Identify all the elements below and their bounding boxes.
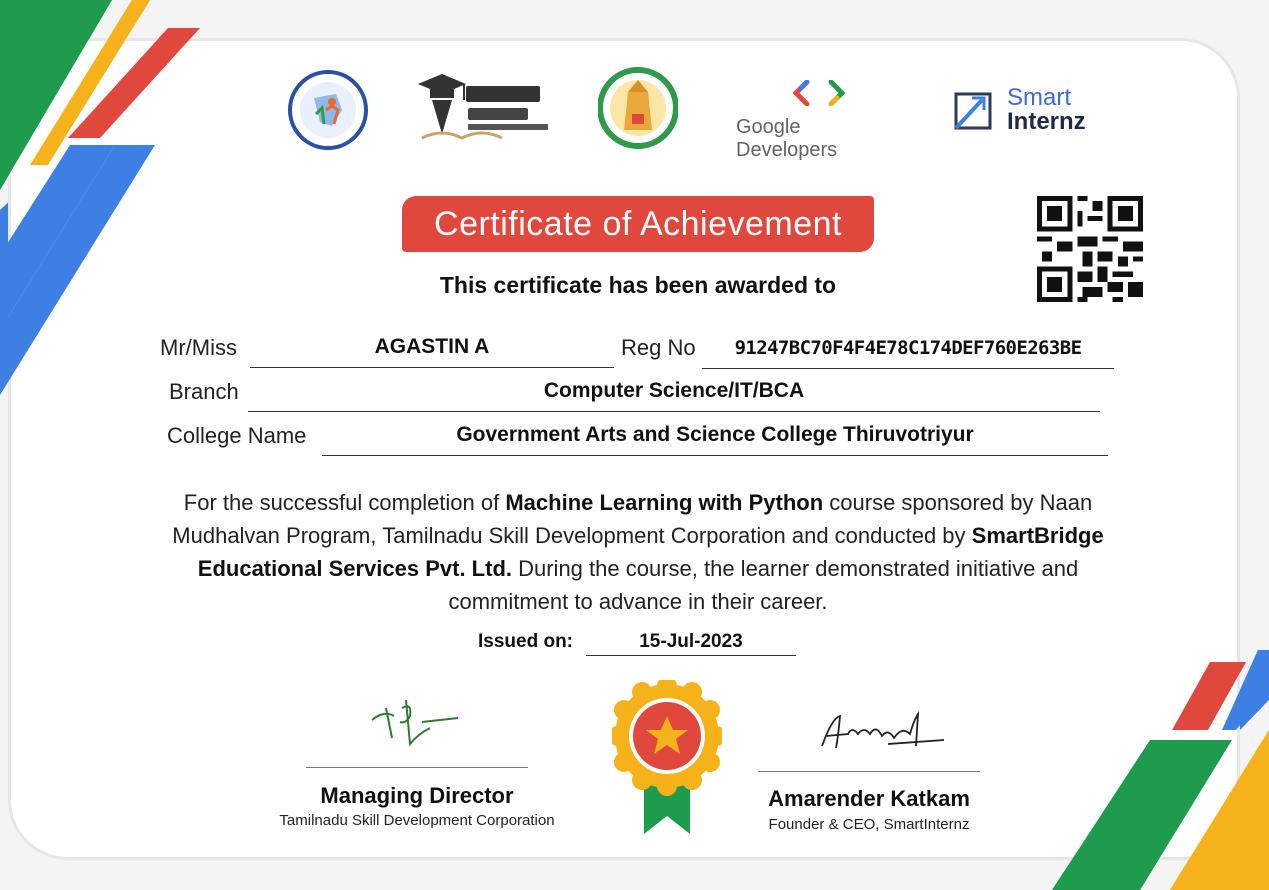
reg-value: 91247BC70F4F4E78C174DEF760E263BE bbox=[734, 337, 1082, 359]
college-label: College Name bbox=[167, 423, 307, 448]
google-developers-text: Google Developers bbox=[736, 116, 838, 161]
achievement-badge bbox=[612, 680, 722, 840]
founder-name: Amarender Katkam bbox=[768, 786, 970, 811]
tamilnadu-emblem bbox=[598, 66, 678, 150]
google-developers-icon bbox=[793, 80, 845, 106]
reg-label: Reg No bbox=[621, 335, 696, 360]
google-developers-logo bbox=[736, 80, 906, 161]
paragraph-part-2: course sponsored by Naan Mudhalvan Program, Tamilnadu Skill Development Corporation and conducted by bbox=[172, 490, 1093, 548]
tnsdc-logo bbox=[284, 70, 372, 150]
branch-value: Computer Science/IT/BCA bbox=[543, 379, 805, 402]
branch-label: Branch bbox=[169, 379, 239, 404]
issued-date: 15-Jul-2023 bbox=[639, 631, 743, 652]
right-signature-line bbox=[758, 771, 980, 772]
founder-role: Founder & CEO, SmartInternz bbox=[768, 816, 970, 833]
reg-underline bbox=[702, 368, 1114, 369]
completion-paragraph bbox=[150, 486, 1126, 618]
smartinternz-logo bbox=[952, 84, 1122, 140]
name-value: AGASTIN A bbox=[374, 335, 490, 358]
paragraph-part-1: For the successful completion of bbox=[183, 490, 506, 515]
managing-director-org: Tamilnadu Skill Development Corporation bbox=[279, 812, 555, 829]
founder-signature bbox=[818, 708, 948, 758]
awarded-text: This certificate has been awarded to bbox=[439, 272, 837, 298]
course-name: Machine Learning with Python bbox=[505, 490, 824, 515]
issued-underline bbox=[586, 655, 796, 656]
college-underline bbox=[322, 455, 1108, 456]
smart-text: Smart bbox=[1007, 84, 1072, 111]
left-signature-line bbox=[306, 767, 528, 768]
paragraph-part-3: During the course, the learner demonstrated initiative and commitment to advance in their career. bbox=[448, 556, 1079, 614]
branch-underline bbox=[248, 411, 1100, 412]
managing-director-signature bbox=[366, 694, 462, 754]
name-underline bbox=[250, 367, 614, 368]
college-value: Government Arts and Science College Thiruvotriyur bbox=[456, 423, 974, 446]
naan-mudhalvan-logo bbox=[416, 72, 552, 148]
internz-text: Internz bbox=[1007, 108, 1086, 135]
company-name: SmartBridge Educational Services Pvt. Ltd. bbox=[197, 523, 1104, 581]
name-label: Mr/Miss bbox=[160, 335, 237, 360]
managing-director-title: Managing Director bbox=[320, 783, 514, 808]
certificate-title: Certificate of Achievement bbox=[402, 196, 874, 252]
smartinternz-icon bbox=[952, 88, 996, 134]
issued-label: Issued on: bbox=[478, 631, 574, 652]
